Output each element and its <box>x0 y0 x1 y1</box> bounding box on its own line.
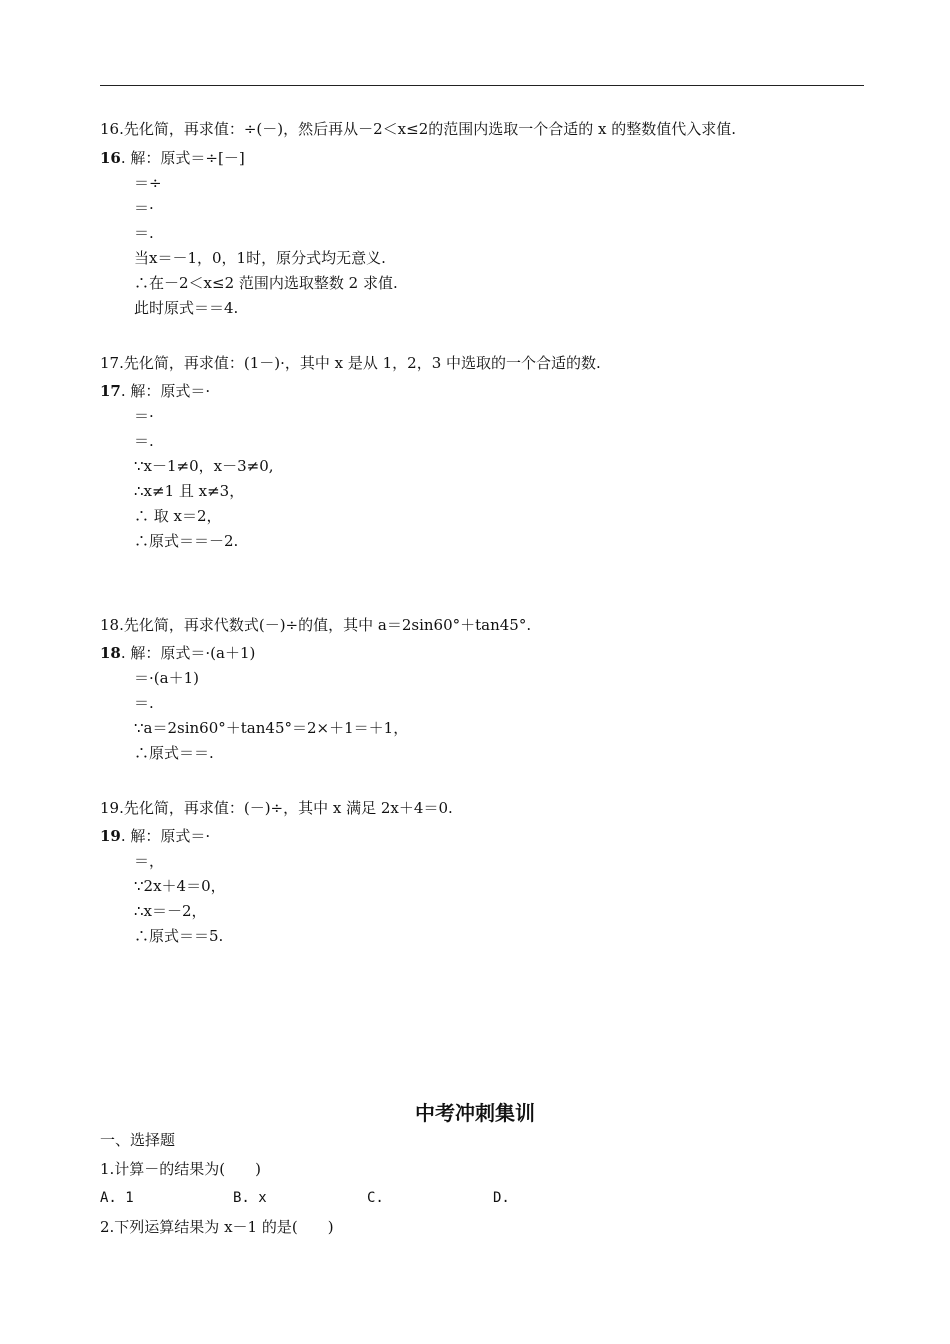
solution-16-head <box>100 149 245 167</box>
solution-number: 19 <box>100 827 121 845</box>
question-18: 18.先化简，再求代数式(－)÷的值，其中 a＝2sin60°＋tan45°. <box>100 616 532 634</box>
solution-number: 16 <box>100 149 121 167</box>
option-c: C. <box>367 1190 384 1206</box>
mc-question-1: 1.计算－的结果为( ) <box>100 1160 262 1178</box>
solution-text: . 解：原式＝÷[－] <box>120 149 245 167</box>
question-17: 17.先化简，再求值：(1－)·，其中 x 是从 1，2，3 中选取的一个合适的数. <box>100 354 601 372</box>
mc-question-2: 2.下列运算结果为 x－1 的是( ) <box>100 1218 334 1236</box>
solution-step: ＝. <box>134 224 154 242</box>
question-16: 16.先化简，再求值：÷(－)，然后再从－2＜x≤2的范围内选取一个合适的 x 的整数值代入求值. <box>100 120 737 138</box>
solution-step: ＝· <box>134 199 154 217</box>
solution-step: ∵x－1≠0，x－3≠0, <box>134 457 274 475</box>
solution-text: . 解：原式＝·(a＋1) <box>120 644 256 662</box>
solution-step: 此时原式＝＝4. <box>134 299 239 317</box>
solution-step: ∴原式＝＝5. <box>134 927 224 945</box>
solution-text: . 解：原式＝· <box>120 382 211 400</box>
solution-step: ∴x≠1 且 x≠3， <box>134 482 245 500</box>
solution-number: 17 <box>100 382 121 400</box>
section-title: 中考冲刺集训 <box>415 1101 535 1125</box>
solution-19-head <box>100 827 210 845</box>
solution-step: ∴原式＝＝. <box>134 744 214 762</box>
solution-step: ∴x＝－2， <box>134 902 207 920</box>
header-rule <box>100 85 864 86</box>
solution-step: ∵2x＋4＝0， <box>134 877 226 895</box>
solution-number: 18 <box>100 644 121 662</box>
solution-step: ＝·(a＋1) <box>134 669 199 687</box>
option-a: A. 1 <box>100 1190 134 1206</box>
option-d: D. <box>493 1190 510 1206</box>
solution-step: ∴原式＝＝－2. <box>134 532 239 550</box>
solution-17-head <box>100 382 210 400</box>
option-b: B. x <box>233 1190 267 1206</box>
question-19: 19.先化简，再求值：(－)÷，其中 x 满足 2x＋4＝0. <box>100 799 453 817</box>
solution-step: ＝， <box>134 852 165 870</box>
solution-step: 当x＝－1，0，1时，原分式均无意义. <box>134 249 386 267</box>
solution-step: ＝. <box>134 432 154 450</box>
solution-18-head <box>100 644 255 662</box>
solution-step: ∴在－2＜x≤2 范围内选取整数 2 求值. <box>134 274 398 292</box>
solution-text: . 解：原式＝· <box>120 827 211 845</box>
solution-step: ＝. <box>134 694 154 712</box>
solution-step: ∴ 取 x＝2， <box>134 507 222 525</box>
section-heading: 一、选择题 <box>100 1131 176 1149</box>
solution-step: ＝÷ <box>134 174 162 192</box>
solution-step: ＝· <box>134 407 154 425</box>
solution-step: ∵a＝2sin60°＋tan45°＝2×＋1＝＋1， <box>134 719 409 737</box>
